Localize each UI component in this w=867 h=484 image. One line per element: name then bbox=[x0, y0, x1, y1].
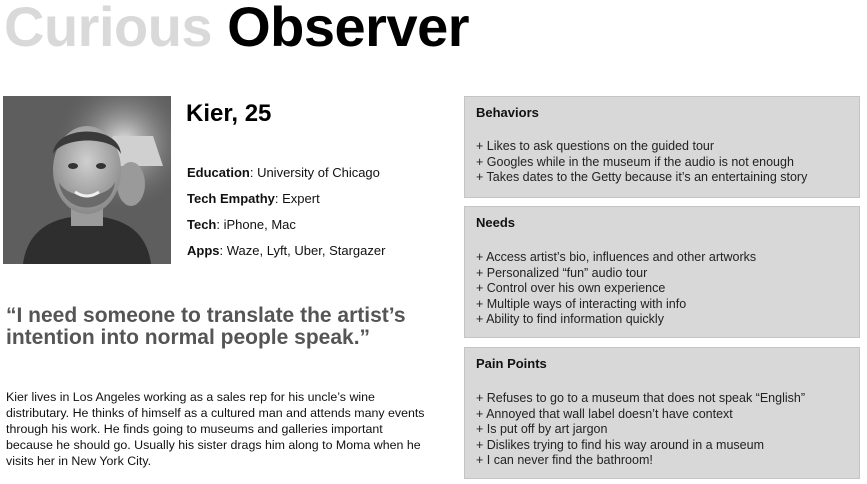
fact-apps bbox=[187, 241, 385, 267]
list-item: + Multiple ways of interacting with info bbox=[476, 296, 687, 311]
page-title bbox=[4, 0, 469, 59]
list-item: + Access artist’s bio, influences and other artworks bbox=[476, 250, 757, 264]
fact-value: : Waze, Lyft, Uber, Stargazer bbox=[219, 243, 386, 258]
list-item: + Annoyed that wall label doesn’t have context bbox=[476, 406, 733, 421]
behaviors-panel bbox=[464, 96, 860, 198]
list-item: + Refuses to go to a museum that does not speak “English” bbox=[476, 391, 806, 405]
list-item: + I can never find the bathroom! bbox=[476, 453, 653, 468]
persona-portrait-image bbox=[3, 96, 171, 264]
persona-name: Kier, 25 bbox=[186, 100, 272, 127]
title-light-word: Curious bbox=[4, 0, 213, 58]
panel-title: Needs bbox=[476, 215, 516, 230]
panel-title: Pain Points bbox=[476, 356, 547, 371]
list-item: + Personalized “fun” audio tour bbox=[476, 265, 648, 280]
fact-label: Education bbox=[187, 165, 250, 180]
fact-education bbox=[187, 163, 385, 189]
panel-title: Behaviors bbox=[476, 105, 539, 120]
title-dark-word: Observer bbox=[227, 0, 470, 58]
fact-label: Apps bbox=[187, 243, 220, 258]
pain-points-list bbox=[476, 391, 853, 469]
list-item: + Googles while in the museum if the audio is not enough bbox=[476, 154, 794, 169]
fact-tech-empathy bbox=[187, 189, 385, 215]
persona-photo bbox=[3, 96, 171, 264]
fact-value: : Expert bbox=[274, 191, 320, 206]
list-item: + Takes dates to the Getty because it’s an entertaining story bbox=[476, 170, 808, 185]
fact-value: : University of Chicago bbox=[249, 165, 380, 180]
list-item: + Control over his own experience bbox=[476, 281, 666, 296]
needs-list bbox=[476, 250, 853, 328]
needs-panel bbox=[464, 206, 860, 338]
list-item: + Is put off by art jargon bbox=[476, 422, 608, 437]
persona-facts bbox=[187, 163, 385, 267]
persona-bio: Kier lives in Los Angeles working as a sales rep for his uncle’s wine distributary. He thinks of himself as a cultured man and attends many events through his work. He finds going to museums and galleries important because he should go. Usually his sister drags him along to Moma when he visits her in New York City. bbox=[6, 390, 425, 468]
fact-tech bbox=[187, 215, 385, 241]
list-item: + Likes to ask questions on the guided tour bbox=[476, 139, 715, 153]
fact-label: Tech Empathy bbox=[187, 191, 275, 206]
fact-label: Tech bbox=[187, 217, 217, 232]
list-item: + Ability to find information quickly bbox=[476, 312, 664, 327]
pain-points-panel bbox=[464, 347, 860, 479]
list-item: + Dislikes trying to find his way around in a museum bbox=[476, 437, 764, 452]
behaviors-list bbox=[476, 139, 853, 186]
fact-value: : iPhone, Mac bbox=[216, 217, 296, 232]
persona-quote: “I need someone to translate the artist’s intention into normal people speak.” bbox=[6, 304, 406, 349]
